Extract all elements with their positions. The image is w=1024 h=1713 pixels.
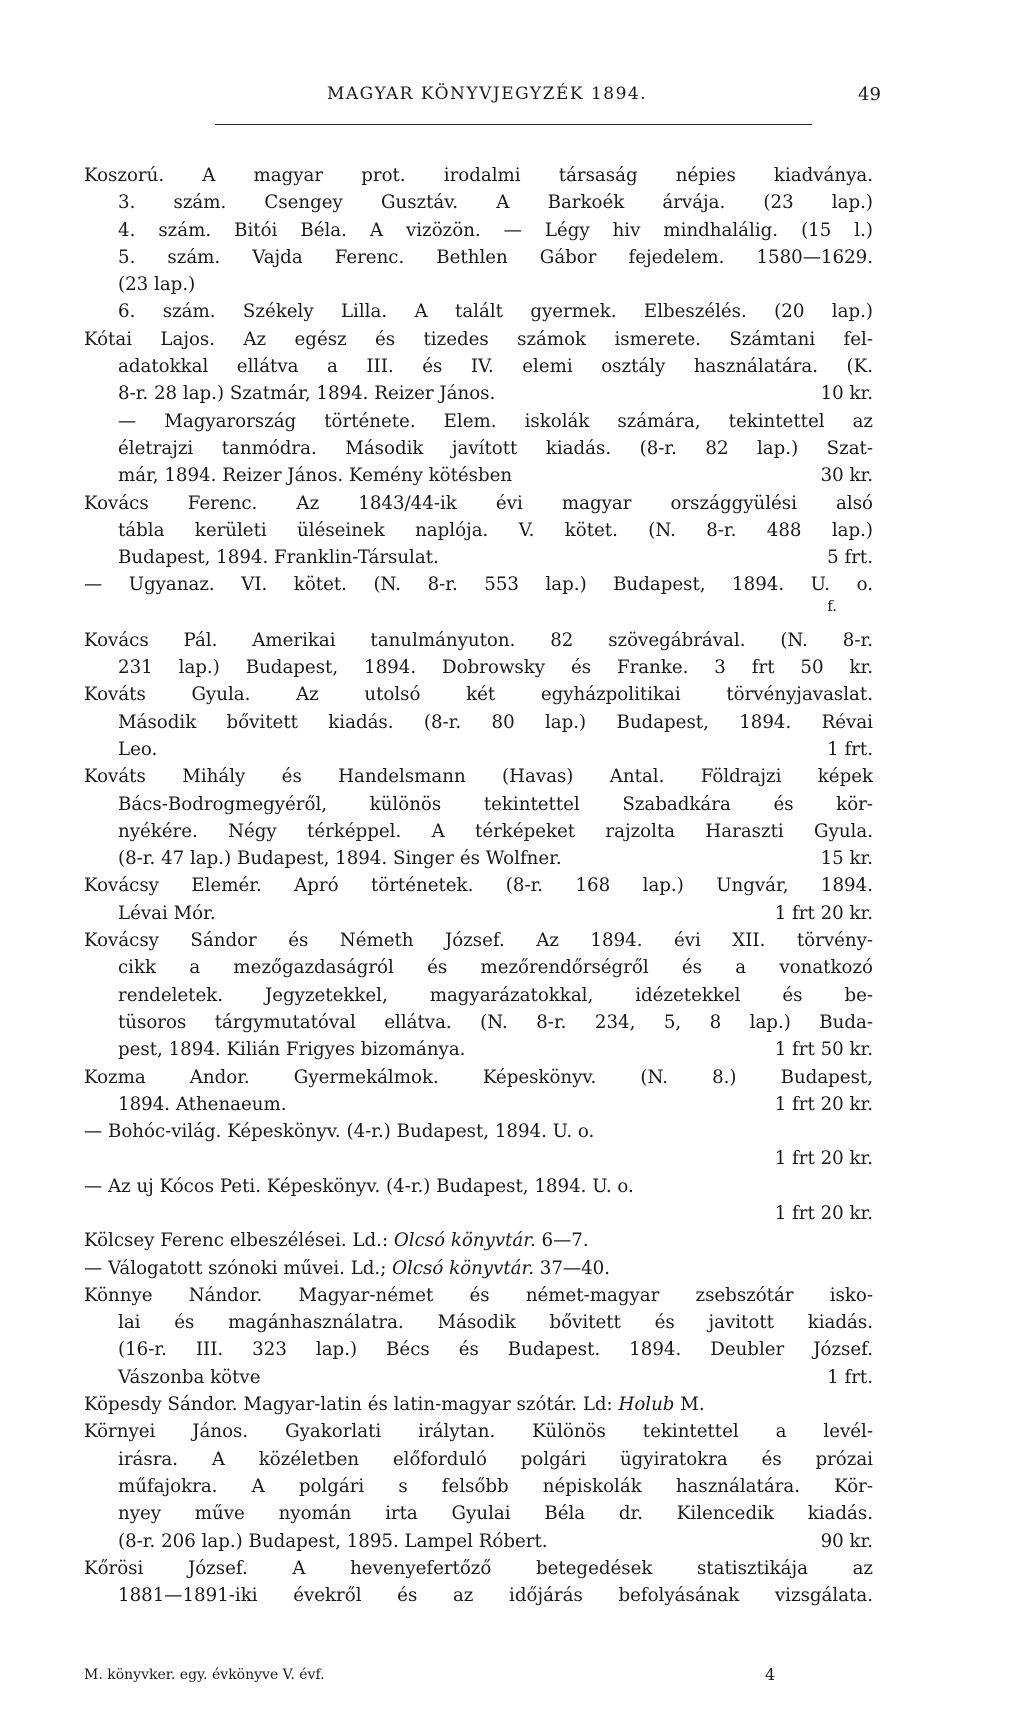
text-line: Kovács Ferenc. Az 1843/44-ik évi magyar országgyülési alsó xyxy=(84,492,873,514)
text-segment: Köpesdy Sándor. Magyar-latin és latin-magyar szótár. Ld: xyxy=(84,1394,613,1416)
text-segment: 6—7. xyxy=(541,1230,589,1252)
cross-reference: Olcsó könyvtár. xyxy=(393,1230,536,1252)
text-segment: már, 1894. Reizer János. Kemény kötésben xyxy=(118,465,513,487)
entry-gap xyxy=(84,613,873,627)
text-line xyxy=(84,1227,873,1254)
signature-mark: 4 xyxy=(765,1665,776,1684)
price: 15 kr. xyxy=(820,848,873,870)
text-line: Kovács Pál. Amerikai tanulmányuton. 82 szövegábrával. (N. 8-r. xyxy=(84,629,873,651)
page-number: 49 xyxy=(858,84,881,105)
text-line: 6. szám. Székely Lilla. A talált gyermek. Elbeszélés. (20 lap.) xyxy=(118,301,873,323)
text-segment: — Válogatott szónoki művei. Ld.; xyxy=(84,1257,387,1279)
price: 10 kr. xyxy=(820,383,873,405)
text-line xyxy=(84,845,873,872)
entry-kolcsey xyxy=(84,1227,873,1282)
price: 1 frt 20 kr. xyxy=(774,1202,873,1224)
text-line: 231 lap.) Budapest, 1894. Dobrowsky és Franke. 3 frt 50 kr. xyxy=(118,657,873,679)
footer-imprint: M. könyvker. egy. évkönyve V. évf. xyxy=(84,1667,325,1683)
text-line xyxy=(84,1091,873,1118)
text-segment: 37—40. xyxy=(539,1257,611,1279)
text-segment: 8-r. 28 lap.) Szatmár, 1894. Reizer János. xyxy=(118,383,496,405)
text-line: — Az uj Kócos Peti. Képeskönyv. (4-r.) Budapest, 1894. U. o. xyxy=(84,1175,634,1197)
running-title: MAGYAR KÖNYVJEGYZÉK 1894. xyxy=(327,84,648,104)
price: 90 kr. xyxy=(820,1530,873,1552)
text-line: Kótai Lajos. Az egész és tizedes számok ismerete. Számtani fel- xyxy=(84,328,873,350)
text-line: Környei János. Gyakorlati irálytan. Különös tekintettel a levél- xyxy=(84,1421,873,1443)
cross-reference: Holub xyxy=(618,1394,675,1416)
text-segment: M. xyxy=(680,1394,705,1416)
text-line: Bács-Bodrogmegyéről, különös tekintettel Szabadkára és kör- xyxy=(118,793,873,815)
text-line xyxy=(84,1036,873,1063)
text-line: Kovácsy Elemér. Apró történetek. (8-r. 168 lap.) Ungvár, 1894. xyxy=(84,875,873,897)
text-line: (16-r. III. 323 lap.) Bécs és Budapest. 1894. Deubler József. xyxy=(118,1339,873,1361)
text-line: nyey műve nyomán irta Gyulai Béla dr. Kilencedik kiadás. xyxy=(118,1503,873,1525)
price: 1 frt 20 kr. xyxy=(774,1093,873,1115)
text-segment: Vászonba kötve xyxy=(118,1366,261,1388)
entry-korosi xyxy=(84,1555,873,1610)
text-line: Kováts Gyula. Az utolsó két egyházpolitikai törvényjavaslat. xyxy=(84,684,873,706)
text-line: — Magyarország története. Elem. iskolák számára, tekintettel az xyxy=(118,410,873,432)
text-line xyxy=(84,1200,873,1227)
text-line xyxy=(84,380,873,407)
text-line: tüsoros tárgymutatóval ellátva. (N. 8-r. 234, 5, 8 lap.) Buda- xyxy=(118,1011,873,1033)
text-segment: 1894. Athenaeum. xyxy=(118,1093,287,1115)
text-line: Második bővitett kiadás. (8-r. 80 lap.) Budapest, 1894. Révai xyxy=(118,711,873,733)
entry-kozma xyxy=(84,1064,873,1228)
text-line: irásra. A közéletben előforduló polgári ügyiratokra és prózai xyxy=(118,1448,873,1470)
entry-kovacs-pal xyxy=(84,627,873,682)
text-segment: Lévai Mór. xyxy=(118,902,216,924)
text-line: adatokkal ellátva a III. és IV. elemi osztály használatára. (K. xyxy=(118,356,873,378)
text-line: cikk a mezőgazdaságról és mezőrendőrségről és a vonatkozó xyxy=(118,957,873,979)
entry-kovacsy-elemer xyxy=(84,872,873,927)
header-rule xyxy=(215,124,812,125)
text-segment: (8-r. 47 lap.) Budapest, 1894. Singer és Wolfner. xyxy=(118,848,562,870)
text-line xyxy=(84,1364,873,1391)
text-segment: Budapest, 1894. Franklin-Társulat. xyxy=(118,547,439,569)
page-footer xyxy=(84,1667,873,1683)
text-segment: (8-r. 206 lap.) Budapest, 1895. Lampel Róbert. xyxy=(118,1530,548,1552)
text-segment: Kölcsey Ferenc elbeszélései. Ld.: xyxy=(84,1230,389,1252)
text-line: életrajzi tanmódra. Második javított kiadás. (8-r. 82 lap.) Szat- xyxy=(118,437,873,459)
entry-koszoru xyxy=(84,162,873,326)
price-mark: f. xyxy=(827,596,837,615)
text-line xyxy=(84,900,873,927)
text-segment: Leo. xyxy=(118,738,158,760)
text-line xyxy=(84,1528,873,1555)
text-line: Kovácsy Sándor és Németh József. Az 1894. évi XII. törvény- xyxy=(84,930,873,952)
entry-kotai xyxy=(84,326,873,490)
bibliography-column xyxy=(84,162,873,1609)
text-line xyxy=(84,1255,873,1282)
text-line xyxy=(84,462,873,489)
price: 1 frt 50 kr. xyxy=(774,1039,873,1061)
text-line: — Ugyanaz. VI. kötet. (N. 8-r. 553 lap.) Budapest, 1894. U. o. xyxy=(84,574,873,596)
text-segment: pest, 1894. Kilián Frigyes bizománya. xyxy=(118,1039,466,1061)
text-line: (23 lap.) xyxy=(118,274,196,296)
text-line xyxy=(84,1145,873,1172)
price: 1 frt 20 kr. xyxy=(774,902,873,924)
entry-kovats-mihaly xyxy=(84,763,873,872)
text-line: Koszorú. A magyar prot. irodalmi társaság népies kiadványa. xyxy=(84,165,873,186)
price: 1 frt 20 kr. xyxy=(774,1148,873,1170)
cross-reference: Olcsó könyvtár. xyxy=(392,1257,534,1279)
text-line: 1881—1891-iki évekről és az időjárás befolyásának vizsgálata. xyxy=(118,1585,873,1607)
text-line: Kováts Mihály és Handelsmann (Havas) Antal. Földrajzi képek xyxy=(84,766,873,788)
entry-kovacsy-sandor xyxy=(84,927,873,1063)
price: 1 frt. xyxy=(827,1366,873,1388)
running-header xyxy=(0,84,1024,108)
text-line: nyékére. Négy térképpel. A térképeket rajzolta Haraszti Gyula. xyxy=(118,820,873,842)
text-line: Könnye Nándor. Magyar-német és német-magyar zsebszótár isko- xyxy=(84,1284,873,1306)
text-line: — Bohóc-világ. Képeskönyv. (4-r.) Budapest, 1894. U. o. xyxy=(84,1121,595,1143)
entry-konnye xyxy=(84,1282,873,1391)
text-line: Kozma Andor. Gyermekálmok. Képeskönyv. (N. 8.) Budapest, xyxy=(84,1066,873,1088)
text-line: műfajokra. A polgári s felsőbb népiskolák használatára. Kör- xyxy=(118,1475,873,1497)
entry-kovacs-ferenc xyxy=(84,490,873,613)
text-line xyxy=(84,1391,873,1418)
text-line: tábla kerületi üléseinek naplója. V. kötet. (N. 8-r. 488 lap.) xyxy=(118,519,873,541)
entry-kornyei xyxy=(84,1418,873,1554)
entry-kopesdy xyxy=(84,1391,873,1418)
price: 5 frt. xyxy=(827,547,873,569)
text-line: 5. szám. Vajda Ferenc. Bethlen Gábor fejedelem. 1580—1629. xyxy=(118,246,873,268)
entry-kovats-gyula xyxy=(84,681,873,763)
text-line: 4. szám. Bitói Béla. A vizözön. — Légy hiv mindhalálig. (15 l.) xyxy=(118,219,873,241)
text-line: 3. szám. Csengey Gusztáv. A Barkoék árvája. (23 lap.) xyxy=(118,192,873,214)
text-line xyxy=(84,736,873,763)
text-line: Kőrösi József. A hevenyefertőző betegedések statisztikája az xyxy=(84,1557,873,1579)
text-line xyxy=(84,544,873,571)
price: 30 kr. xyxy=(820,465,873,487)
price: 1 frt. xyxy=(827,738,873,760)
text-line: lai és magánhasználatra. Második bővitett és javitott kiadás. xyxy=(118,1312,873,1334)
text-line: rendeletek. Jegyzetekkel, magyarázatokkal, idézetekkel és be- xyxy=(118,984,873,1006)
